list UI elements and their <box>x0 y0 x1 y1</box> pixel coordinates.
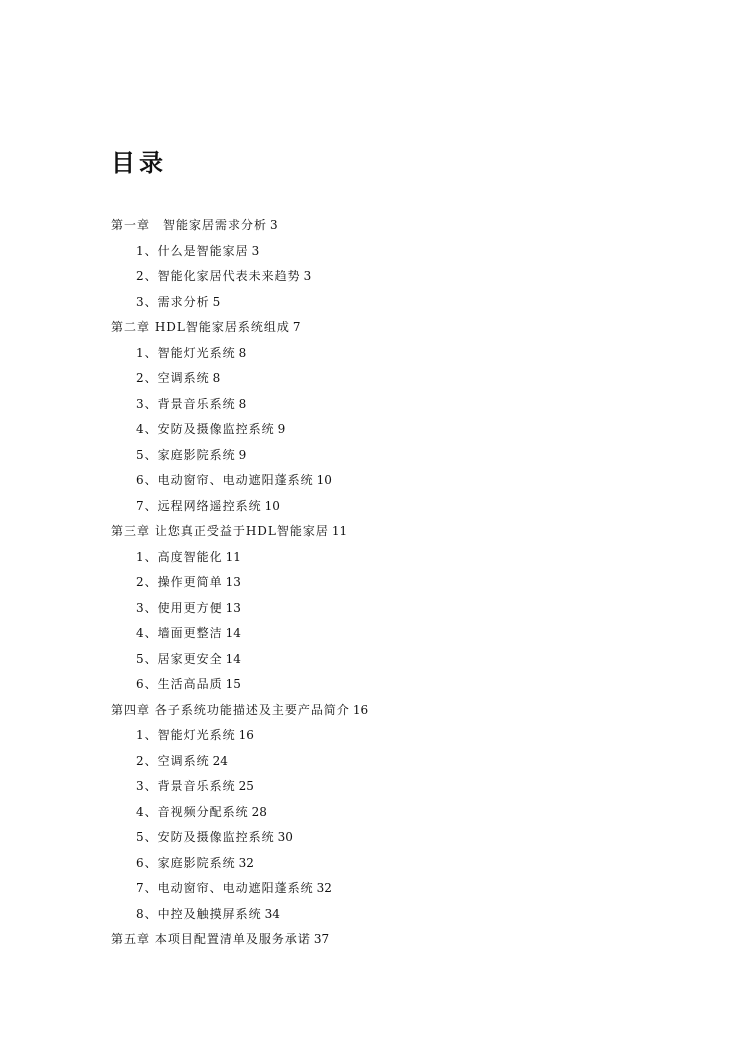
toc-entry-text: 1、什么是智能家居 <box>136 243 249 258</box>
toc-page-number: 7 <box>292 320 301 334</box>
toc-section-entry <box>0 570 744 596</box>
toc-page-number: 16 <box>352 702 369 717</box>
toc-entry-text: 第二章 HDL智能家居系统组成 <box>111 320 290 334</box>
toc-page-number: 16 <box>238 728 254 742</box>
toc-page-number: 3 <box>251 243 260 258</box>
toc-entry-text: 3、需求分析 <box>136 294 210 309</box>
toc-entry-text: 4、墙面更整洁 <box>136 626 223 640</box>
toc-page-number: 8 <box>238 396 247 411</box>
toc-section-entry <box>0 800 744 826</box>
page-title: 目录 <box>111 149 167 177</box>
toc-page-number: 11 <box>225 549 241 564</box>
toc-section-entry <box>0 290 744 316</box>
toc-section-entry <box>0 596 744 622</box>
toc-page-number: 25 <box>238 779 254 793</box>
toc-page-number: 5 <box>212 294 221 309</box>
toc-section-entry <box>0 647 744 673</box>
toc-page-number: 13 <box>225 600 241 615</box>
toc-entry-text: 2、智能化家居代表未来趋势 <box>136 269 301 283</box>
toc-section-entry <box>0 749 744 775</box>
toc-page-number: 9 <box>277 422 286 436</box>
toc-page-number: 28 <box>251 804 267 819</box>
toc-page-number: 11 <box>331 524 348 538</box>
toc-chapter-entry <box>0 213 744 239</box>
toc-entry-text: 5、安防及摄像监控系统 <box>136 830 275 844</box>
toc-page-number: 32 <box>316 881 332 895</box>
toc-section-entry <box>0 392 744 418</box>
toc-entry-text: 6、生活高品质 <box>136 677 223 691</box>
toc-chapter-entry <box>0 698 744 724</box>
toc-page-number: 15 <box>225 677 241 691</box>
toc-page-number: 8 <box>212 371 221 385</box>
toc-page-number: 9 <box>238 447 247 462</box>
toc-page-number: 14 <box>225 626 241 640</box>
toc-section-entry <box>0 876 744 902</box>
toc-page-number: 30 <box>277 830 293 844</box>
toc-section-entry <box>0 774 744 800</box>
toc-section-entry <box>0 239 744 265</box>
toc-section-entry <box>0 621 744 647</box>
toc-page-number: 10 <box>264 498 280 513</box>
toc-section-entry <box>0 341 744 367</box>
toc-page-number: 13 <box>225 575 241 589</box>
toc-page-number: 34 <box>264 906 280 921</box>
toc-entry-text: 3、背景音乐系统 <box>136 396 236 411</box>
toc-page-number: 24 <box>212 753 228 768</box>
toc-section-entry <box>0 366 744 392</box>
toc-entry-text: 1、智能灯光系统 <box>136 728 236 742</box>
toc-section-entry <box>0 902 744 928</box>
toc-section-entry <box>0 723 744 749</box>
toc-page-number: 3 <box>303 269 312 283</box>
toc-section-entry <box>0 545 744 571</box>
toc-entry-text: 3、使用更方便 <box>136 600 223 615</box>
toc-entry-text: 2、操作更简单 <box>136 575 223 589</box>
toc-page-number: 8 <box>238 345 247 360</box>
toc-section-entry <box>0 443 744 469</box>
toc-section-entry <box>0 494 744 520</box>
toc-entry-text: 5、家庭影院系统 <box>136 447 236 462</box>
toc-entry-text: 第一章 智能家居需求分析 <box>111 218 268 232</box>
toc-entry-text: 6、家庭影院系统 <box>136 855 236 870</box>
toc-page-number: 10 <box>316 473 332 487</box>
toc-section-entry <box>0 851 744 877</box>
toc-entry-text: 1、智能灯光系统 <box>136 345 236 360</box>
toc-entry-text: 2、空调系统 <box>136 753 210 768</box>
toc-entry-text: 7、电动窗帘、电动遮阳蓬系统 <box>136 881 314 895</box>
toc-entry-text: 3、背景音乐系统 <box>136 779 236 793</box>
toc-entry-text: 1、高度智能化 <box>136 549 223 564</box>
toc-entry-text: 第五章 本项目配置清单及服务承诺 <box>111 932 311 946</box>
toc-entry-text: 7、远程网络遥控系统 <box>136 498 262 513</box>
toc-chapter-entry <box>0 315 744 341</box>
toc-entry-text: 4、安防及摄像监控系统 <box>136 422 275 436</box>
toc-entry-text: 4、音视频分配系统 <box>136 804 249 819</box>
toc-entry-text: 2、空调系统 <box>136 371 210 385</box>
toc-section-entry <box>0 417 744 443</box>
toc-chapter-entry <box>0 927 744 953</box>
toc-section-entry <box>0 468 744 494</box>
toc-entry-text: 6、电动窗帘、电动遮阳蓬系统 <box>136 473 314 487</box>
toc-page-number: 37 <box>313 932 330 946</box>
toc-page-number: 14 <box>225 651 241 666</box>
toc-chapter-entry <box>0 519 744 545</box>
toc-section-entry <box>0 825 744 851</box>
toc-section-entry <box>0 672 744 698</box>
toc-entry-text: 8、中控及触摸屏系统 <box>136 906 262 921</box>
table-of-contents <box>0 213 744 953</box>
toc-entry-text: 第三章 让您真正受益于HDL智能家居 <box>111 524 329 538</box>
toc-page-number: 32 <box>238 855 254 870</box>
toc-page-number: 3 <box>270 218 278 232</box>
toc-entry-text: 5、居家更安全 <box>136 651 223 666</box>
toc-entry-text: 第四章 各子系统功能描述及主要产品简介 <box>111 702 350 717</box>
toc-section-entry <box>0 264 744 290</box>
